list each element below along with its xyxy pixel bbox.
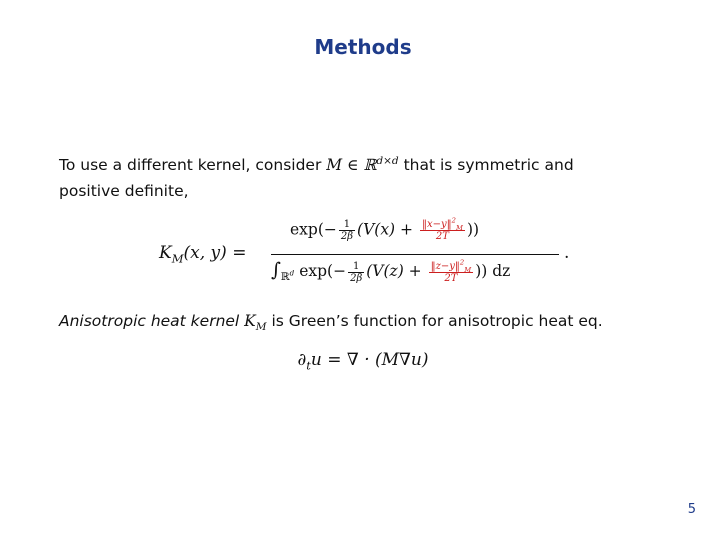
den-frac xyxy=(348,261,364,284)
den-integral-sub: ℝ xyxy=(280,271,290,284)
num-red-sup: 2 xyxy=(451,216,456,225)
fraction-bar xyxy=(271,254,559,255)
den-integral-sup: d xyxy=(289,268,295,278)
den-suffix: )) dz xyxy=(475,262,511,280)
den-prefix: exp(− xyxy=(299,262,347,280)
heat-body: u = ∇ · (M∇u) xyxy=(310,350,429,370)
num-frac xyxy=(339,219,355,242)
num-red-top-wrap xyxy=(420,216,465,232)
den-frac-bottom: 2β xyxy=(350,272,363,284)
intro-text-before: To use a different kernel, consider xyxy=(59,156,327,174)
num-frac-top: 1 xyxy=(339,219,355,231)
kernel-denominator xyxy=(271,259,510,284)
den-red-bottom: 2T xyxy=(444,272,458,284)
equation-period: . xyxy=(564,243,570,263)
num-red-bottom: 2T xyxy=(435,231,449,242)
statement-math-k: K xyxy=(244,312,256,330)
den-integral: ∫ xyxy=(271,259,281,281)
den-red-sub: M xyxy=(464,265,472,274)
lhs-k: K xyxy=(159,243,172,263)
den-red-top: ‖z−y‖ xyxy=(430,260,460,272)
intro-math xyxy=(326,156,398,174)
intro-text-after: that is symmetric and xyxy=(398,156,574,174)
heat-partial: ∂ xyxy=(297,350,307,370)
lhs-args: (x, y) = xyxy=(183,243,247,263)
den-red-frac xyxy=(429,258,474,284)
statement-italic: Anisotropic heat kernel xyxy=(59,312,240,330)
num-red-top: ‖x−y‖ xyxy=(421,219,452,230)
num-red-sub: M xyxy=(455,224,463,232)
heat-partial-sub: t xyxy=(306,358,311,373)
intro-math-body: M ∈ ℝ xyxy=(326,156,377,174)
num-mid: (V(x) + xyxy=(357,220,414,239)
den-integral-domain xyxy=(280,268,295,284)
statement-rest: is Green’s function for anisotropic heat eq. xyxy=(266,312,603,330)
den-frac-top: 1 xyxy=(348,261,364,273)
statement-paragraph xyxy=(59,308,679,334)
statement-math-sub: M xyxy=(255,321,267,334)
den-red-sup: 2 xyxy=(459,258,465,267)
den-red-top-wrap xyxy=(429,258,474,274)
kernel-numerator xyxy=(290,216,480,242)
statement-math xyxy=(244,312,267,334)
intro-math-sup: d×d xyxy=(376,154,399,167)
den-mid: (V(z) + xyxy=(366,262,422,280)
num-red-frac xyxy=(420,216,465,242)
intro-paragraph xyxy=(59,152,679,204)
lhs-sub: M xyxy=(171,251,184,266)
num-suffix: )) xyxy=(466,220,480,239)
page-number: 5 xyxy=(687,502,696,517)
kernel-equation-lhs xyxy=(159,243,247,266)
intro-line-2: positive definite, xyxy=(59,182,189,200)
heat-equation xyxy=(0,350,726,373)
num-prefix: exp(− xyxy=(290,220,337,239)
kernel-equation xyxy=(0,216,726,294)
slide-title: Methods xyxy=(314,35,412,59)
num-frac-bottom: 2β xyxy=(340,231,354,242)
